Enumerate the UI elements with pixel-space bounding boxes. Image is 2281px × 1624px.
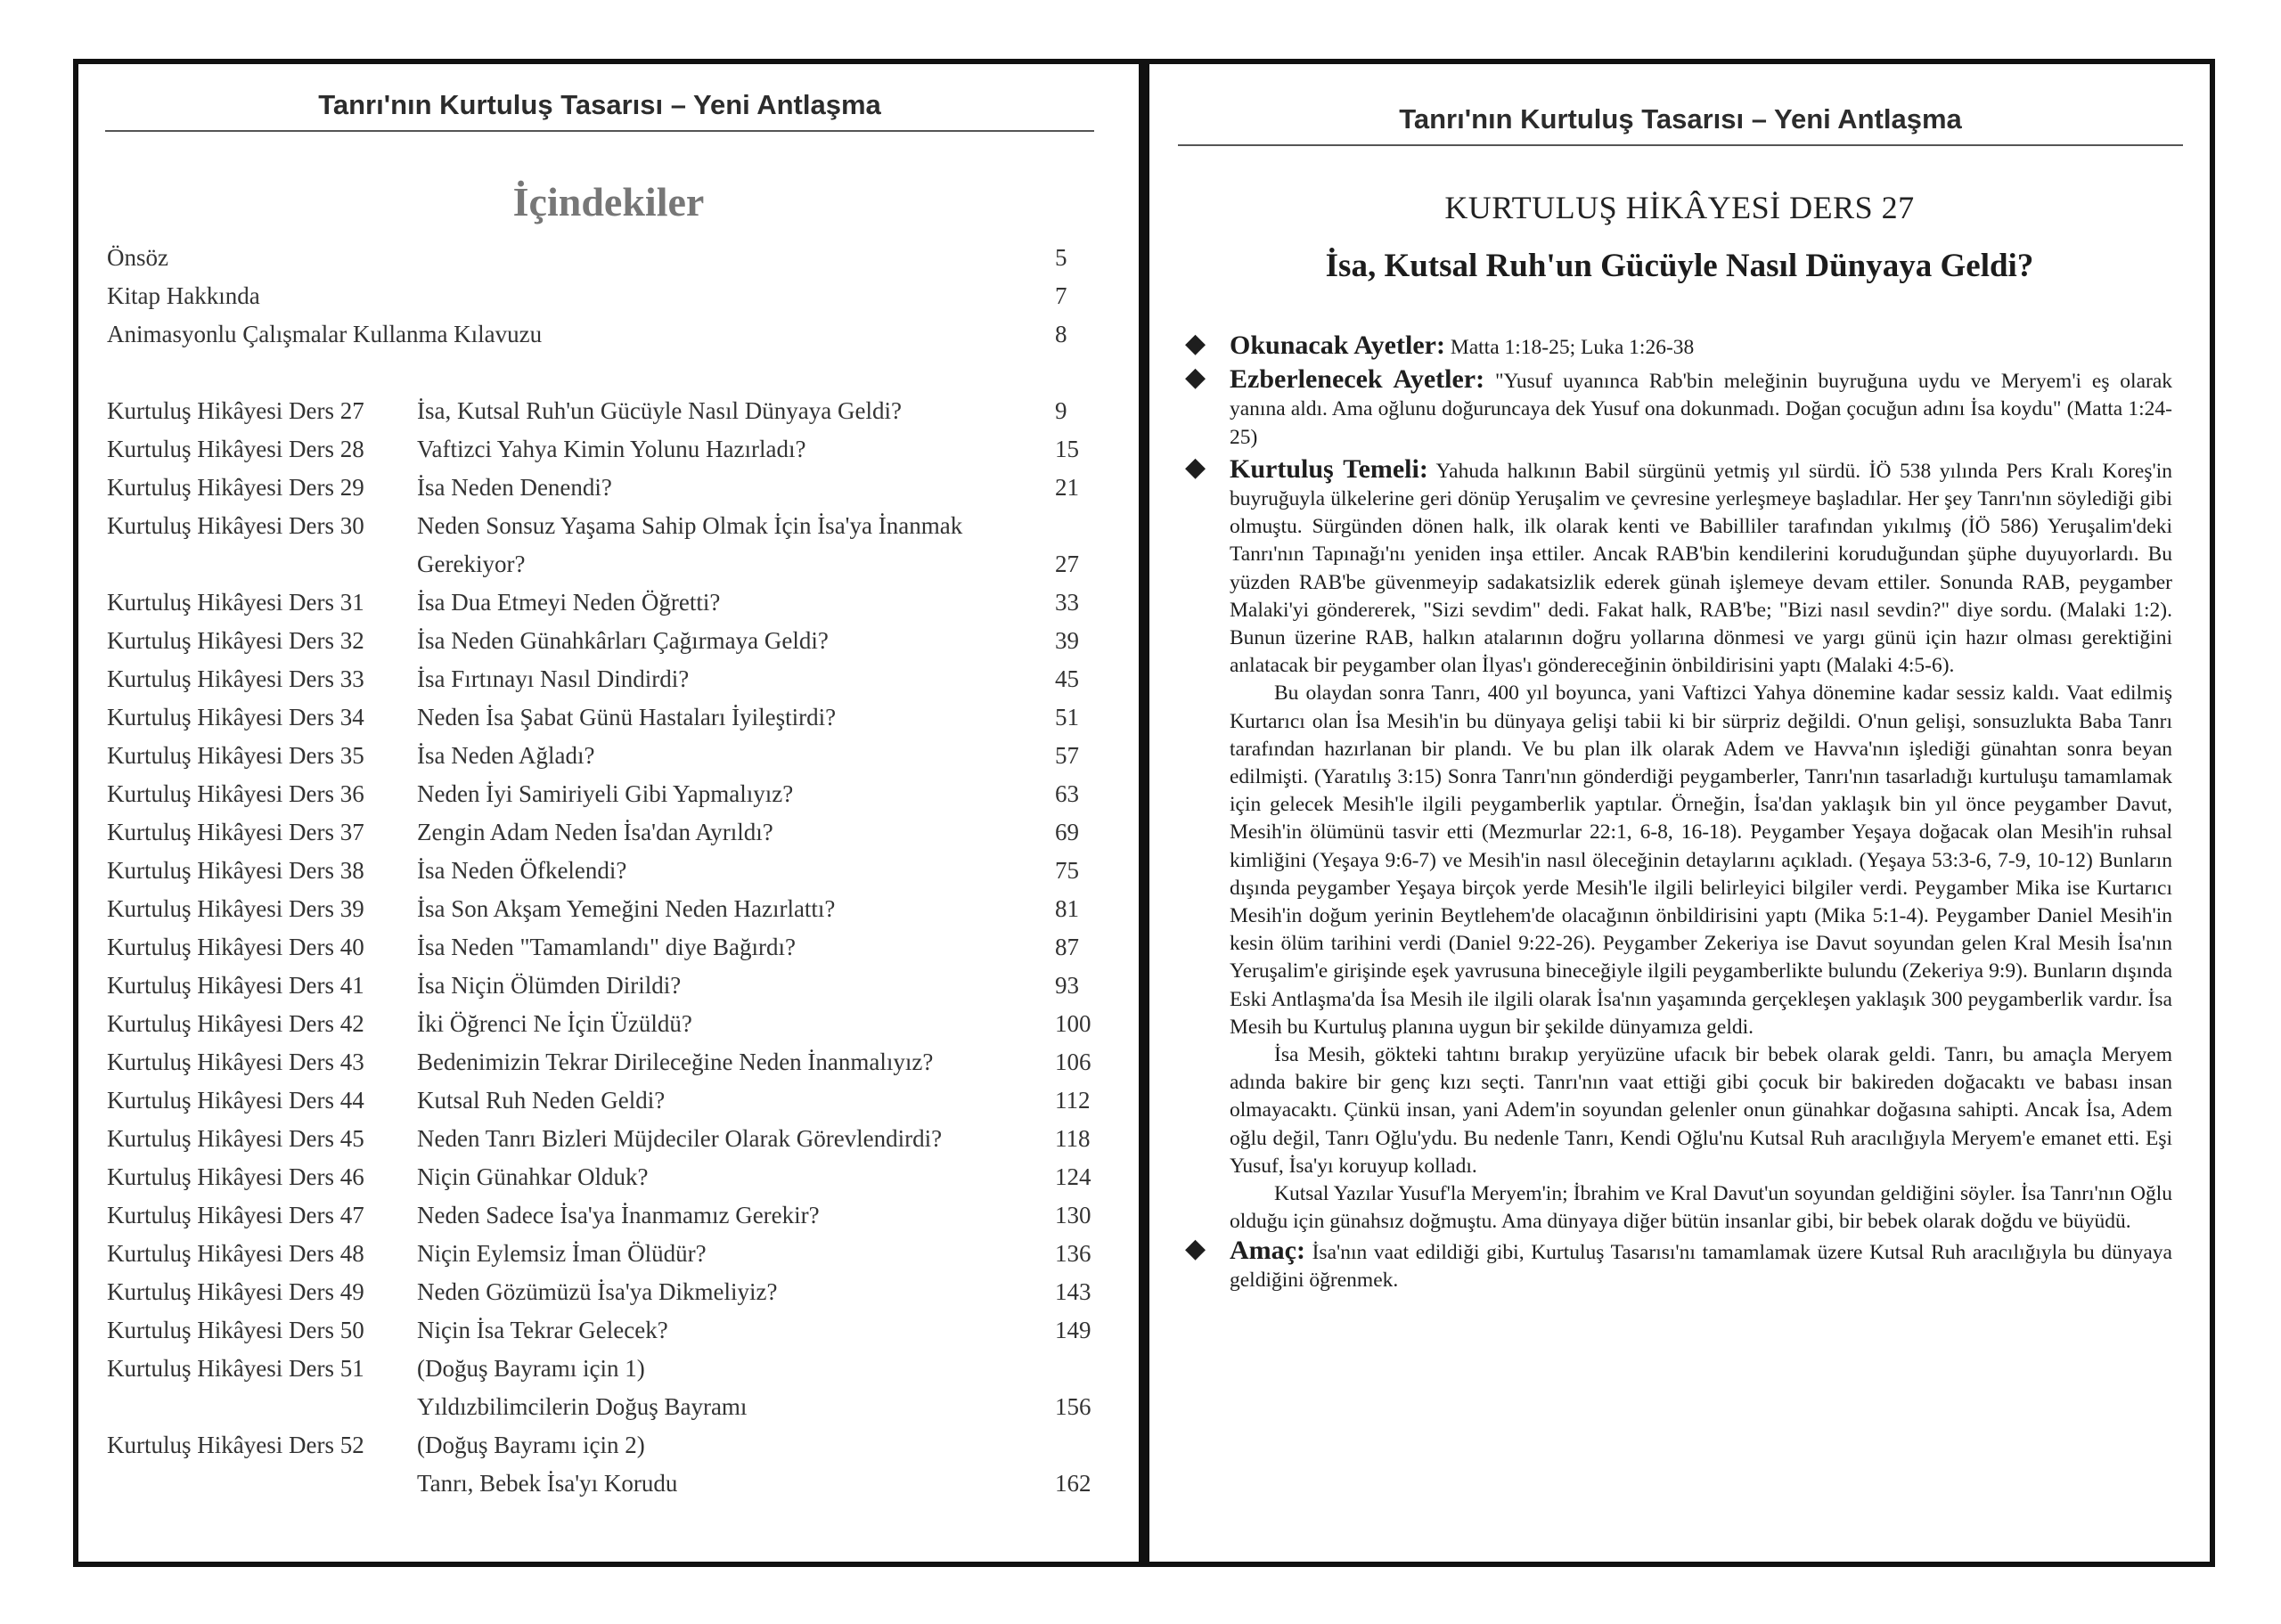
toc-entry [107,321,1108,355]
toc-page-number: 57 [1055,742,1079,769]
toc-title: İçindekiler [512,179,705,224]
toc-entry-title: Vaftizci Yahya Kimin Yolunu Hazırladı? [417,436,806,462]
toc-page-number: 130 [1055,1202,1091,1228]
toc-entry-title: Neden İsa Şabat Günü Hastaları İyileştirdi? [417,704,837,730]
toc-lesson-label: Kurtuluş Hikâyesi Ders 38 [107,857,364,884]
toc-entry [107,551,1108,584]
toc-page-number: 124 [1055,1163,1091,1190]
toc-entry-title: Niçin Günahkar Olduk? [417,1163,649,1190]
toc-lesson-label: Kurtuluş Hikâyesi Ders 50 [107,1317,364,1343]
toc-lesson-label: Kurtuluş Hikâyesi Ders 41 [107,972,364,999]
toc-lesson-label: Kurtuluş Hikâyesi Ders 40 [107,934,364,960]
toc-page-number: 106 [1055,1049,1091,1075]
toc-lesson-label: Kurtuluş Hikâyesi Ders 30 [107,512,364,539]
toc-entry [107,819,1108,853]
toc-entry [107,780,1108,814]
toc-page-number: 5 [1055,244,1067,271]
toc-lesson-label: Kurtuluş Hikâyesi Ders 37 [107,819,364,845]
toc-page-number: 75 [1055,857,1079,884]
running-header: Tanrı'nın Kurtuluş Tasarısı – Yeni Antlaşma [105,89,1094,132]
toc-lesson-label: Kurtuluş Hikâyesi Ders 45 [107,1125,364,1152]
toc-page-number: 51 [1055,704,1079,730]
toc-lesson-label: Kurtuluş Hikâyesi Ders 51 [107,1355,364,1382]
reading-label: Okunacak Ayetler: [1230,331,1445,360]
toc-entry-title: İsa, Kutsal Ruh'un Gücüyle Nasıl Dünyaya Geldi? [417,397,902,424]
toc-entry [107,895,1108,929]
toc-page-number: 27 [1055,551,1079,577]
body-paragraph: İsa Mesih, gökteki tahtını bırakıp yeryüzüne ufacık bir bebek olarak geldi. Tanrı, bu amaçla Meryem adında bakire bir genç kızı seçti. Tanrı'nın vaat ettiği gibi çocuk bir bakireden doğacaktı ve babası insan olmayacaktı. Çünkü insan, yani Adem'in soyundan gelenler onun günahkar doğasına sahipti. Ancak İsa, Adem oğlu değil, Tanrı Oğlu'ydu. Bu nedenle Tanrı, Kendi Oğlu'nu Kutsal Ruh aracılığıyla Meryem'e emanet etti. Eşi Yusuf, İsa'yı koruyup kolladı. [1230,1043,2172,1178]
toc-entry [107,742,1108,776]
toc-page-number: 7 [1055,282,1067,309]
toc-page-number: 93 [1055,972,1079,999]
memory-verses [1183,365,2172,452]
purpose-label: Amaç: [1230,1235,1305,1265]
foundation-label: Kurtuluş Temeli: [1230,453,1428,484]
toc-entry-title: Neden İyi Samiriyeli Gibi Yapmalıyız? [417,780,794,807]
toc-entry [107,704,1108,738]
toc-page [73,59,1144,1567]
toc-entry [107,857,1108,891]
toc-entry-title: Neden Sonsuz Yaşama Sahip Olmak İçin İsa'ya İnanmak [417,512,963,539]
body-paragraph: Bu olaydan sonra Tanrı, 400 yıl boyunca, yani Vaftizci Yahya dönemine kadar sessiz kaldı. Vaat edilmiş Kurtarıcı olan İsa Mesih'in bu dünyaya gelişi tabii ki bir sürpriz değildi. O'nun gelişi, sonsuzlukta Baba Tanrı tarafından hazırlanan bir plandı. Ve bu plan ilk olarak Adem ve Havva'nın işlediği günahtan sonra beyan edilmişti. (Yaratılış 3:15) Sonra Tanrı'nın gönderdiği peygamberler, Tanrı'nın tasarladığı kurtuluşu tamamlamak için gelecek Mesih'le ilgili peygamberlik yaptılar. Örneğin, İsa'dan yaklaşık bin yıl önce peygamber Davut, Mesih'in ölümünü tasvir etti (Mezmurlar 22:1, 6-8, 16-18). Peygamber Yeşaya doğacak olan Mesih'in ruhsal kimliğini (Yeşaya 9:6-7) ve Mesih'in nasıl öleceğinin detaylarını açıkladı. (Yeşaya 53:3-6, 7-9, 10-12) Bunların dışında peygamber Yeşaya birçok yerde Mesih'le ilgili belirleyici bilgiler verdi. Peygamber Mika ise Kurtarıcı Mesih'in doğum yerinin Beytlehem'de olacağının önbildirisini yaptı (Mika 5:1-4). Peygamber Daniel Mesih'in kesin ölüm tarihini verdi (Daniel 9:22-26). Peygamber Zekeriya ise Davut soyundan gelen Kral Mesih İsa'nın Yeruşalim'e girişinde eşek yavrusuna bineceğiyle ilgili peygamberlikte bulundu (Zekeriya 9:9). Bunların dışında Eski Antlaşma'da İsa Mesih ile ilgili olarak İsa'nın yaşamında gerçekleşen yaklaşık 300 peygamberlik vardır. İsa Mesih bu Kurtuluş planına uygun bir şekilde dünyamıza geldi. [1230,681,2172,1039]
toc-entry [107,474,1108,508]
toc-entry-title: Bedenimizin Tekrar Dirileceğine Neden İnanmalıyız? [417,1049,934,1075]
toc-page-number: 63 [1055,780,1079,807]
toc-page-number: 8 [1055,321,1067,347]
toc-entry-title: Animasyonlu Çalışmalar Kullanma Kılavuzu [107,321,543,347]
toc-entry-title: İsa Neden Ağladı? [417,742,595,769]
toc-page-number: 87 [1055,934,1079,960]
toc-entry-title: Neden Sadece İsa'ya İnanmamız Gerekir? [417,1202,820,1228]
toc-page-number: 118 [1055,1125,1091,1152]
reading-verses [1183,331,2172,362]
toc-page-number: 69 [1055,819,1079,845]
toc-lesson-label: Kurtuluş Hikâyesi Ders 43 [107,1049,364,1075]
toc-entry [107,1202,1108,1236]
toc-lesson-label: Kurtuluş Hikâyesi Ders 28 [107,436,364,462]
toc-page-number: 136 [1055,1240,1091,1267]
toc-entry [107,972,1108,1006]
toc-entry [107,934,1108,967]
toc-page-number: 9 [1055,397,1067,424]
lesson-page [1144,59,2215,1567]
toc-lesson-label: Kurtuluş Hikâyesi Ders 31 [107,589,364,616]
toc-lesson-label: Kurtuluş Hikâyesi Ders 27 [107,397,364,424]
running-header: Tanrı'nın Kurtuluş Tasarısı – Yeni Antlaşma [1178,103,2183,146]
toc-lesson-label: Kurtuluş Hikâyesi Ders 42 [107,1010,364,1037]
toc-entry-title: Niçin Eylemsiz İman Ölüdür? [417,1240,707,1267]
toc-lesson-label: Kurtuluş Hikâyesi Ders 32 [107,627,364,654]
toc-entry-title: Neden Gözümüzü İsa'ya Dikmeliyiz? [417,1278,778,1305]
foundation-text: Yahuda halkının Babil sürgünü yetmiş yıl sürdü. İÖ 538 yılında Pers Kralı Koreş'in buyruğuyla ülkelerine geri dönüp Yeruşalim ve çevresine yerleşmeye başladılar. Her şey Tanrı'nın söylediği gibi olmuştu. Sürgünden dönen halk, ilk olarak kenti ve Babilliler tarafından yıkılmış (İÖ 586) Yeruşalim'deki Tanrı'nın Tapınağı'nı yeniden inşa ettiler. Ancak RAB'bin kendilerini koruduğundan şüphe duyuyorlardı. Bu yüzden RAB'be güvenmeyip sadakatsizlik ederek günah işlemeye devam ettiler. Sonunda RAB, peygamber Malaki'yi göndererek, "Sizi sevdim" dedi. Fakat halk, RAB'be; "Bizi nasıl sevdin?" diye sordu. (Malaki 1:2). Bunun üzerine RAB, halkın atalarının doğru yollarına dönmesi ve yargı günü için hazır olması gerektiğini anlatacak bir peygamber olan İlyas'ı göndereceğinin önbildirisini yaptı (Malaki 4:5-6). [1230,459,2172,678]
toc-lesson-label: Kurtuluş Hikâyesi Ders 35 [107,742,364,769]
toc-entry [107,665,1108,699]
lesson-body [1183,331,2172,1294]
toc-entry-title: İsa Fırtınayı Nasıl Dindirdi? [417,665,690,692]
reading-text: Matta 1:18-25; Luka 1:26-38 [1450,336,1695,359]
toc-page-number: 112 [1055,1087,1091,1114]
toc-entry-title: İsa Neden Öfkelendi? [417,857,627,884]
toc-entry [107,282,1108,316]
toc-lesson-label: Kurtuluş Hikâyesi Ders 36 [107,780,364,807]
toc-entry-title: İsa Dua Etmeyi Neden Öğretti? [417,589,721,616]
toc-lesson-label: Kurtuluş Hikâyesi Ders 47 [107,1202,364,1228]
toc-page-number: 39 [1055,627,1079,654]
toc-entry-title: İsa Neden Denendi? [417,474,612,501]
toc-page-number: 162 [1055,1470,1091,1497]
toc-entry [107,1278,1108,1312]
toc-entry-title: İsa Son Akşam Yemeğini Neden Hazırlattı? [417,895,836,922]
toc-entry-title: İsa Neden Günahkârları Çağırmaya Geldi? [417,627,829,654]
toc-entry [107,1163,1108,1197]
memory-text: "Yusuf uyanınca Rab'bin meleğinin buyruğuna uydu ve Meryem'i eş olarak yanına aldı. Ama oğlunu doğuruncaya dek Yusuf ona dokunmadı. Doğan çocuğun adını İsa koydu" (Matta 1:24-25) [1230,370,2173,449]
toc-entry-title: Kutsal Ruh Neden Geldi? [417,1087,666,1114]
toc-page-number: 15 [1055,436,1079,462]
toc-lesson-label: Kurtuluş Hikâyesi Ders 33 [107,665,364,692]
toc-entry-title: Neden Tanrı Bizleri Müjdeciler Olarak Görevlendirdi? [417,1125,943,1152]
purpose [1183,1233,2172,1294]
toc-page-number: 45 [1055,665,1079,692]
toc-page-number: 149 [1055,1317,1091,1343]
toc-lesson-label: Kurtuluş Hikâyesi Ders 34 [107,704,364,730]
toc-entry [107,1432,1108,1465]
toc-entry-title: İsa Neden "Tamamlandı" diye Bağırdı? [417,934,797,960]
toc-entry [107,1317,1108,1351]
toc-entry-title: Kitap Hakkında [107,282,260,309]
toc-entry-title: Niçin İsa Tekrar Gelecek? [417,1317,668,1343]
toc-entry-title: Önsöz [107,244,168,271]
toc-entry [107,436,1108,469]
toc-lesson-label: Kurtuluş Hikâyesi Ders 39 [107,895,364,922]
toc-page-number: 33 [1055,589,1079,616]
lesson-heading: KURTULUŞ HİKÂYESİ DERS 27 [1444,190,1915,225]
toc-entry [107,1240,1108,1274]
body-paragraph: Kutsal Yazılar Yusuf'la Meryem'in; İbrahim ve Kral Davut'un soyundan geldiğini söyler. İsa Tanrı'nın Oğlu olduğu için günahsız doğmuştu. Ama dünyaya diğer bütün insanlar gibi, bir bebek olarak doğdu ve büyüdü. [1230,1182,2172,1234]
toc-lesson-label: Kurtuluş Hikâyesi Ders 52 [107,1432,364,1458]
toc-page-number: 21 [1055,474,1079,501]
memory-label: Ezberlenecek Ayetler: [1230,364,1485,395]
toc-entry [107,1125,1108,1159]
toc-entry-title: Yıldızbilimcilerin Doğuş Bayramı [417,1393,748,1420]
salvation-foundation [1183,452,2172,1236]
toc-entry [107,397,1108,431]
toc-entry [107,244,1108,278]
toc-page-number: 156 [1055,1393,1091,1420]
toc-entry [107,1087,1108,1121]
toc-entry [107,1470,1108,1504]
toc-lesson-label: Kurtuluş Hikâyesi Ders 44 [107,1087,364,1114]
toc-entry-title: Zengin Adam Neden İsa'dan Ayrıldı? [417,819,773,845]
purpose-text: İsa'nın vaat edildiği gibi, Kurtuluş Tasarısı'nı tamamlamak üzere Kutsal Ruh aracılığıyla bu dünyaya geldiğini öğrenmek. [1230,1240,2172,1292]
toc-entry-title: İsa Niçin Ölümden Dirildi? [417,972,682,999]
toc-lesson-label: Kurtuluş Hikâyesi Ders 46 [107,1163,364,1190]
diamond-bullet-icon: ◆ [1185,363,1206,393]
toc-entry-title: İki Öğrenci Ne İçin Üzüldü? [417,1010,692,1037]
toc-entry-title: Gerekiyor? [417,551,526,577]
toc-page-number: 81 [1055,895,1079,922]
toc-lesson-label: Kurtuluş Hikâyesi Ders 29 [107,474,364,501]
toc-entry-title: (Doğuş Bayramı için 2) [417,1432,645,1458]
toc-lesson-label: Kurtuluş Hikâyesi Ders 48 [107,1240,364,1267]
toc-entry-title: Tanrı, Bebek İsa'yı Korudu [417,1470,678,1497]
toc-entry [107,1049,1108,1082]
toc-entry [107,589,1108,623]
toc-entry [107,627,1108,661]
diamond-bullet-icon: ◆ [1185,329,1206,358]
toc-page-number: 100 [1055,1010,1091,1037]
toc-entry [107,1010,1108,1044]
toc-entry [107,512,1108,546]
toc-entry [107,1393,1108,1427]
toc-entry-title: (Doğuş Bayramı için 1) [417,1355,645,1382]
lesson-title: İsa, Kutsal Ruh'un Gücüyle Nasıl Dünyaya Geldi? [1325,248,2034,284]
toc-entry [107,1355,1108,1389]
toc-lesson-label: Kurtuluş Hikâyesi Ders 49 [107,1278,364,1305]
toc-page-number: 143 [1055,1278,1091,1305]
diamond-bullet-icon: ◆ [1185,452,1206,482]
diamond-bullet-icon: ◆ [1185,1233,1206,1263]
